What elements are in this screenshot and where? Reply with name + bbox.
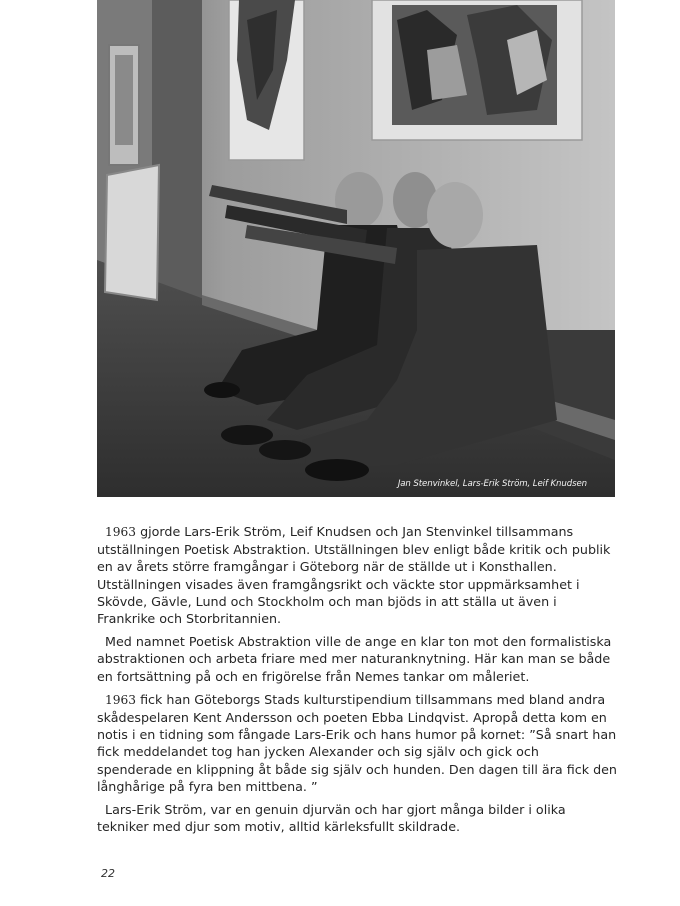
photo-caption: Jan Stenvinkel, Lars-Erik Ström, Leif Knudsen	[397, 479, 587, 489]
paragraph-text: Med namnet Poetisk Abstraktion ville de ange en klar ton mot den formalistiska abstraktionen och arbeta friare med mer naturanknytning. Här kan man se både en fortsättning på och en frigörelse från Nemes tankar om måleriet.	[97, 634, 612, 684]
body-text	[97, 523, 617, 841]
paragraph	[97, 801, 617, 835]
paragraph	[97, 523, 617, 627]
paragraph-year: 1963	[105, 525, 137, 539]
paragraph-text: gjorde Lars-Erik Ström, Leif Knudsen och Jan Stenvinkel tillsammans utställningen Poetisk Abstraktion. Utställningen blev enligt både kritik och publik en av årets större framgångar i Göteborg när de ställde ut i Konsthallen. Utställningen visades även framgångsrikt och väckte stor uppmärksamhet i Skövde, Gävle, Lund och Stockholm och man bjöds in att ställa ut även i Frankrike och Storbritannien.	[97, 524, 611, 627]
paragraph-text: Lars-Erik Ström, var en genuin djurvän och har gjort många bilder i olika tekniker med djur som motiv, alltid kärleksfullt skildrade.	[97, 802, 566, 835]
photo-three-men-pointing-at-painting	[97, 0, 615, 497]
paragraph-year: 1963	[105, 692, 137, 707]
page-number: 22	[101, 867, 115, 880]
paragraph	[97, 633, 617, 685]
paragraph-text: fick han Göteborgs Stads kulturstipendium tillsammans med bland andra skådespelaren Kent Andersson och poeten Ebba Lindqvist. Apropå detta kom en notis i en tidning som fångade Lars-Erik och hans humor på kornet: ”Så snart han fick meddelandet tog han jycken Alexander och sig själv och gick och spenderade en klippning åt både sig själv och hunden. Den dagen till ära fick den långhårige på fyra ben mittbena. ”	[97, 691, 617, 794]
photograph	[97, 0, 615, 497]
paragraph	[97, 691, 617, 795]
